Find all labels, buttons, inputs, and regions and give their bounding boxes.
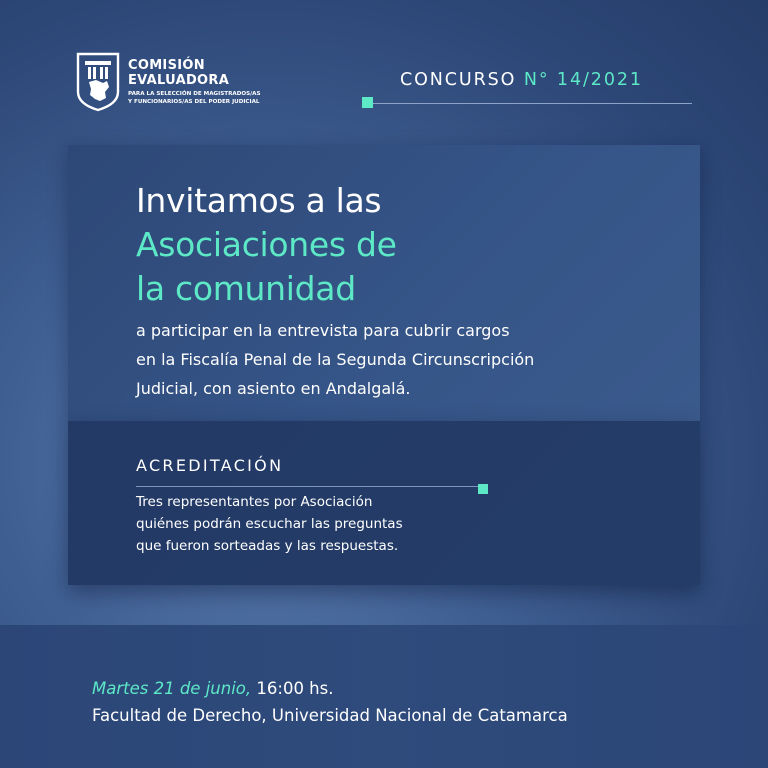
contest-label: CONCURSO [400, 70, 517, 90]
header [0, 0, 768, 130]
event-date: Martes 21 de junio, [92, 679, 252, 698]
accreditation-divider [136, 486, 482, 487]
headline-line2: Asociaciones de [136, 225, 397, 264]
courthouse-column-with-province-map-icon [76, 52, 120, 112]
accreditation-accent-square [478, 484, 488, 494]
event-place: Facultad de Derecho, Universidad Nacional de Catamarca [92, 706, 568, 725]
headline-line3: la comunidad [136, 269, 356, 308]
event-time: 16:00 hs. [256, 679, 334, 698]
contest-accent-square [362, 97, 373, 108]
event-date-time [92, 679, 334, 698]
contest-divider [368, 103, 692, 104]
headline [136, 179, 397, 311]
intro-line2: en la Fiscalía Penal de la Segunda Circunscripción [136, 350, 535, 369]
intro-line3: Judicial, con asiento en Andalgalá. [136, 379, 411, 398]
accreditation-line3: que fueron sorteadas y las respuestas. [136, 538, 399, 554]
accreditation-line2: quiénes podrán escuchar las preguntas [136, 516, 403, 532]
logo-subtitle-line1: PARA LA SELECCIÓN DE MAGISTRADOS/AS [128, 91, 261, 97]
logo-title-line2: EVALUADORA [128, 73, 230, 88]
intro-line1: a participar en la entrevista para cubrir cargos [136, 321, 510, 340]
logo-title-line1: COMISIÓN [128, 58, 205, 73]
accreditation-text [136, 491, 403, 557]
contest-heading [400, 70, 643, 90]
contest-number: N° 14/2021 [523, 70, 643, 90]
accreditation-line1: Tres representantes por Asociación [136, 494, 373, 510]
headline-line1: Invitamos a las [136, 181, 382, 220]
logo-text [128, 58, 261, 106]
accreditation-title: ACREDITACIÓN [136, 456, 284, 475]
logo-subtitle-line2: Y FUNCIONARIOS/AS DEL PODER JUDICIAL [128, 99, 260, 105]
intro-text [136, 316, 534, 403]
